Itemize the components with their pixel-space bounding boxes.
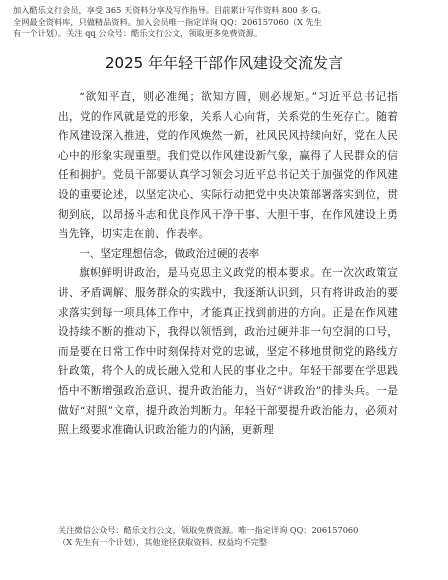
intro-paragraph: “欲知平直，则必准绳；欲知方圆，则必规矩。”习近平总书记指出，党的作风就是党的形象，关系人心向背，关系党的生死存亡。随着作风建设深入推进，党的作风焕然一新，社风民风持续向好，党在人民心中的形象实现重塑。我们党以作风建设新气象，赢得了人民群众的信任和拥护。党员干部要认真学习领会习近平总书记关于加强党的作风建设的重要论述，以坚定决心、实际行动把党中央决策部署落实到位，贯彻到底，以昂扬斗志和优良作风干净干事、大胆干事，在作风建设上勇当先锋，切实走在前、作表率。 <box>58 91 398 241</box>
header-line: 全网最全资料库，只做精品资料。加入会员唯一指定详询 QQ：206157060（X 先生 <box>13 16 322 27</box>
section-paragraph: 旗帜鲜明讲政治，是马克思主义政党的根本要求。在一次次政策宣讲、矛盾调解、服务群众的实践中，我逐渐认识到，只有将讲政治的要求落实到每一项具体工作中，才能真正找到前进的方向。正是在作风建设持续不断的推动下，我得以领悟到，政治过硬并非一句空洞的口号，而是要在日常工作中时刻保持对党的忠诚，坚定不移地贯彻党的路线方针政策，将个人的成长融入党和人民的事业之中。年轻干部要在学思践悟中不断增强政治意识、提升政治能力，当好“讲政治”的排头兵。一是做好“对照”文章，提升政治判断力。年轻干部要提升政治能力，必须对照上级要求准确认识政治能力的内涵，更新理 <box>58 267 398 437</box>
footer-line: （X 先生有一个计划），其他途径获取资料、权益均不完整 <box>58 536 268 547</box>
footer-line: 关注微信公众号：酷乐文行公文，领取免费资源。唯一指定详询 QQ：206157060 <box>58 525 359 535</box>
document-title: 2025 年年轻干部作风建设交流发言 <box>105 54 343 72</box>
header-line: 有一个计划）。关注 qq 公众号：酷乐文行公文，领取更多免费资源。 <box>13 28 263 38</box>
promo-footer <box>58 525 418 548</box>
document-body <box>58 88 398 441</box>
header-line: 加入酷乐文行会员，享受 365 天资料分享及写作指导。目前累计写作资料 800 多 G。 <box>13 5 326 15</box>
section-heading: 一、坚定理想信念，做政治过硬的表率 <box>79 247 260 260</box>
promo-header <box>13 5 433 40</box>
